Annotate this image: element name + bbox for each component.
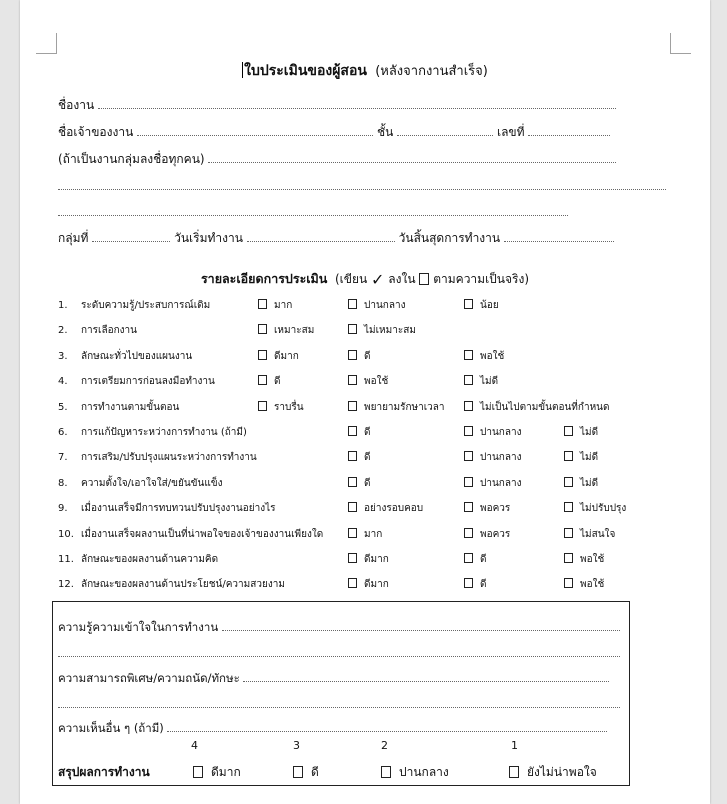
option-checkbox[interactable] — [464, 350, 473, 360]
option-label: ดี — [364, 351, 371, 362]
option-checkbox[interactable] — [564, 578, 573, 588]
score-1: 1 — [511, 739, 518, 752]
understanding-line — [58, 619, 620, 637]
result-checkbox-3[interactable] — [293, 766, 303, 778]
understanding-input-2[interactable] — [58, 645, 620, 657]
option-checkbox[interactable] — [348, 375, 357, 385]
criterion-option — [258, 401, 304, 414]
crop-mark-top-right — [670, 33, 691, 54]
group-members-line-3 — [58, 204, 568, 220]
criterion-label: ลักษณะของผลงานด้านประโยชน์/ความสวยงาม — [81, 579, 285, 590]
criterion-label: เมื่องานเสร็จมีการทบทวนปรับปรุงงานอย่างไร — [81, 503, 276, 514]
score-3: 3 — [293, 739, 300, 752]
criterion-label: เมื่องานเสร็จผลงานเป็นที่น่าพอใจของเจ้าของงานเพียงใด — [81, 529, 324, 540]
criterion-label: ระดับความรู้/ประสบการณ์เดิม — [81, 300, 211, 311]
result-label-text: สรุปผลการทำงาน — [58, 765, 150, 779]
start-date-input[interactable] — [247, 230, 395, 242]
option-label: ปานกลาง — [364, 300, 406, 311]
option-checkbox[interactable] — [564, 553, 573, 563]
number-input[interactable] — [528, 124, 610, 136]
criterion-option — [348, 324, 416, 337]
option-checkbox[interactable] — [348, 528, 357, 538]
criterion-number: 10. — [58, 529, 74, 540]
option-checkbox[interactable] — [564, 528, 573, 538]
option-label: ดี — [480, 579, 487, 590]
option-label: ปานกลาง — [480, 427, 522, 438]
work-name-label: ชื่องาน — [58, 98, 95, 112]
group-members-line-2 — [58, 178, 666, 194]
document-page — [20, 0, 710, 804]
option-label: ไม่เหมาะสม — [364, 325, 416, 336]
score-2: 2 — [381, 739, 388, 752]
option-label: ไม่เป็นไปตามขั้นตอนที่กำหนด — [480, 402, 610, 413]
criterion-number: 12. — [58, 579, 74, 590]
group-note-label: (ถ้าเป็นงานกลุ่มลงชื่อทุกคน) — [58, 152, 205, 166]
option-checkbox[interactable] — [348, 451, 357, 461]
option-checkbox[interactable] — [464, 528, 473, 538]
criterion-label: ลักษณะทั่วไปของแผนงาน — [81, 351, 193, 362]
criterion-option — [464, 451, 521, 464]
text-cursor — [242, 62, 243, 78]
instruction-mid: ลงใน — [388, 272, 416, 286]
understanding-label: ความรู้ความเข้าใจในการทำงาน — [58, 620, 219, 634]
option-checkbox[interactable] — [348, 324, 357, 334]
work-name-input[interactable] — [98, 97, 616, 109]
group-members-input-1[interactable] — [208, 151, 616, 163]
number-label: เลขที่ — [496, 125, 525, 139]
result-label — [58, 763, 150, 782]
other-label: ความเห็นอื่น ๆ (ถ้ามี) — [58, 721, 164, 735]
criterion-option — [464, 401, 610, 414]
end-date-label: วันสิ้นสุดการทำงาน — [398, 231, 501, 245]
option-label: ราบรื่น — [274, 402, 304, 413]
criterion-number: 4. — [58, 376, 68, 387]
form-title-main: ใบประเมินของผู้สอน — [244, 63, 367, 79]
criterion-option — [564, 426, 598, 439]
criterion-option — [464, 375, 498, 388]
criterion-number: 2. — [58, 325, 68, 336]
criterion-option — [464, 553, 487, 566]
class-input[interactable] — [397, 124, 493, 136]
option-checkbox[interactable] — [564, 426, 573, 436]
option-label: ไม่ดี — [580, 452, 599, 463]
option-checkbox[interactable] — [464, 426, 473, 436]
group-input[interactable] — [92, 230, 170, 242]
result-option-2-label: ปานกลาง — [399, 765, 449, 779]
option-label: ดี — [364, 452, 371, 463]
instruction-prefix: (เขียน — [334, 272, 368, 286]
start-date-label: วันเริ่มทำงาน — [174, 231, 243, 245]
option-checkbox[interactable] — [258, 401, 267, 411]
option-checkbox[interactable] — [464, 299, 473, 309]
option-checkbox[interactable] — [348, 502, 357, 512]
result-checkbox-4[interactable] — [193, 766, 203, 778]
option-checkbox[interactable] — [258, 299, 267, 309]
option-checkbox[interactable] — [464, 553, 473, 563]
result-checkbox-1[interactable] — [509, 766, 519, 778]
criterion-option — [348, 401, 445, 414]
criterion-option — [564, 553, 604, 566]
option-label: พอใช้ — [580, 554, 605, 565]
criterion-option — [348, 502, 423, 515]
option-label: เหมาะสม — [274, 325, 315, 336]
ability-line — [58, 670, 609, 688]
criterion-number: 8. — [58, 478, 68, 489]
criterion-option — [564, 528, 615, 541]
criterion-option — [464, 528, 510, 541]
option-label: ไม่ดี — [580, 427, 599, 438]
understanding-input-1[interactable] — [222, 619, 620, 631]
result-checkbox-2[interactable] — [381, 766, 391, 778]
criterion-option — [348, 426, 371, 439]
owner-label: ชื่อเจ้าของงาน — [58, 125, 134, 139]
criterion-option — [258, 299, 292, 312]
criterion-option — [348, 553, 389, 566]
option-label: พอใช้ — [580, 579, 605, 590]
option-label: น้อย — [480, 300, 499, 311]
other-line — [58, 720, 607, 738]
group-label: กลุ่มที่ — [58, 231, 89, 245]
option-label: ดี — [274, 376, 281, 387]
result-option-3-label: ดี — [311, 765, 319, 779]
option-label: พอควร — [480, 503, 511, 514]
option-label: ดีมาก — [364, 554, 389, 565]
criterion-option — [258, 375, 281, 388]
option-label: พอใช้ — [480, 351, 505, 362]
criterion-number: 5. — [58, 402, 68, 413]
option-label: ไม่ดี — [580, 478, 599, 489]
score-4: 4 — [191, 739, 198, 752]
option-checkbox[interactable] — [564, 451, 573, 461]
work-name-line — [58, 97, 616, 113]
option-label: พยายามรักษาเวลา — [364, 402, 445, 413]
evaluation-heading: รายละเอียดการประเมิน — [200, 271, 328, 286]
result-option-4 — [193, 763, 241, 782]
option-checkbox[interactable] — [464, 578, 473, 588]
other-input[interactable] — [167, 720, 607, 732]
group-date-line — [58, 230, 614, 246]
group-members-input-3[interactable] — [58, 204, 568, 216]
option-checkbox[interactable] — [348, 299, 357, 309]
criterion-option — [564, 578, 604, 591]
option-label: ดี — [480, 554, 487, 565]
option-label: อย่างรอบคอบ — [364, 503, 424, 514]
evaluation-heading-line — [20, 269, 710, 289]
criterion-option — [348, 350, 371, 363]
option-checkbox[interactable] — [258, 350, 267, 360]
option-label: พอควร — [480, 529, 511, 540]
option-checkbox[interactable] — [464, 477, 473, 487]
criterion-label: การเตรียมการก่อนลงมือทำงาน — [81, 376, 215, 387]
option-checkbox[interactable] — [464, 451, 473, 461]
criterion-option — [348, 299, 405, 312]
summary-box — [52, 601, 630, 786]
criterion-number: 7. — [58, 452, 68, 463]
option-label: พอใช้ — [364, 376, 389, 387]
criterion-label: ลักษณะของผลงานด้านความคิด — [81, 554, 219, 565]
end-date-input[interactable] — [504, 230, 614, 242]
option-label: ไม่ดี — [480, 376, 499, 387]
criterion-label: การทำงานตามขั้นตอน — [81, 402, 180, 413]
criterion-option — [464, 299, 499, 312]
criterion-number: 11. — [58, 554, 74, 565]
criterion-option — [564, 477, 598, 490]
group-members-input-2[interactable] — [58, 178, 666, 190]
result-option-1 — [509, 763, 597, 782]
criterion-option — [348, 578, 389, 591]
option-label: ไม่ปรับปรุง — [580, 503, 627, 514]
form-title — [20, 60, 710, 82]
option-label: ปานกลาง — [480, 478, 522, 489]
option-label: มาก — [364, 529, 383, 540]
option-checkbox[interactable] — [348, 426, 357, 436]
criterion-option — [464, 426, 521, 439]
result-option-2 — [381, 763, 449, 782]
result-option-1-label: ยังไม่น่าพอใจ — [527, 765, 597, 779]
option-checkbox[interactable] — [348, 401, 357, 411]
crop-mark-top-left — [36, 33, 57, 54]
criterion-label: การเสริม/ปรับปรุงแผนระหว่างการทำงาน — [81, 452, 257, 463]
option-checkbox[interactable] — [564, 477, 573, 487]
option-label: ไม่สนใจ — [580, 529, 616, 540]
option-checkbox[interactable] — [258, 375, 267, 385]
criterion-option — [348, 528, 382, 541]
option-checkbox[interactable] — [464, 502, 473, 512]
criterion-number: 3. — [58, 351, 68, 362]
option-label: ดี — [364, 478, 371, 489]
ability-label: ความสามารถพิเศษ/ความถนัด/ทักษะ — [58, 671, 240, 685]
criterion-option — [348, 451, 371, 464]
criterion-option — [348, 477, 371, 490]
criterion-option — [564, 451, 598, 464]
option-checkbox[interactable] — [348, 553, 357, 563]
criterion-option — [564, 502, 626, 515]
option-checkbox[interactable] — [348, 477, 357, 487]
option-checkbox[interactable] — [464, 375, 473, 385]
option-label: มาก — [274, 300, 293, 311]
checkmark-icon: ✓ — [371, 270, 385, 289]
owner-input[interactable] — [137, 124, 373, 136]
ability-line-2 — [58, 696, 620, 711]
criterion-option — [464, 578, 487, 591]
understanding-line-2 — [58, 645, 620, 660]
option-label: ปานกลาง — [480, 452, 522, 463]
instruction-suffix: ตามความเป็นจริง) — [433, 272, 530, 286]
option-checkbox[interactable] — [348, 578, 357, 588]
criterion-label: ความตั้งใจ/เอาใจใส่/ขยันขันแข็ง — [81, 478, 223, 489]
criterion-option — [464, 477, 521, 490]
option-label: ดีมาก — [274, 351, 299, 362]
result-option-3 — [293, 763, 319, 782]
option-checkbox[interactable] — [464, 401, 473, 411]
criterion-option — [258, 324, 314, 337]
criterion-number: 1. — [58, 300, 68, 311]
criterion-label: การเลือกงาน — [81, 325, 137, 336]
ability-input-1[interactable] — [243, 670, 609, 682]
option-checkbox[interactable] — [564, 502, 573, 512]
criterion-option — [258, 350, 299, 363]
criterion-option — [464, 350, 504, 363]
criterion-number: 9. — [58, 503, 68, 514]
criterion-option — [348, 375, 388, 388]
criterion-option — [464, 502, 510, 515]
result-option-4-label: ดีมาก — [211, 765, 241, 779]
criterion-number: 6. — [58, 427, 68, 438]
option-label: ดีมาก — [364, 579, 389, 590]
owner-line — [58, 124, 610, 140]
option-checkbox[interactable] — [258, 324, 267, 334]
class-label: ชั้น — [376, 125, 394, 139]
ability-input-2[interactable] — [58, 696, 620, 708]
form-title-note: (หลังจากงานสำเร็จ) — [375, 64, 488, 79]
group-note-line — [58, 151, 616, 167]
option-checkbox[interactable] — [348, 350, 357, 360]
checkbox-icon — [419, 273, 429, 285]
option-label: ดี — [364, 427, 371, 438]
criterion-label: การแก้ปัญหาระหว่างการทำงาน (ถ้ามี) — [81, 427, 247, 438]
